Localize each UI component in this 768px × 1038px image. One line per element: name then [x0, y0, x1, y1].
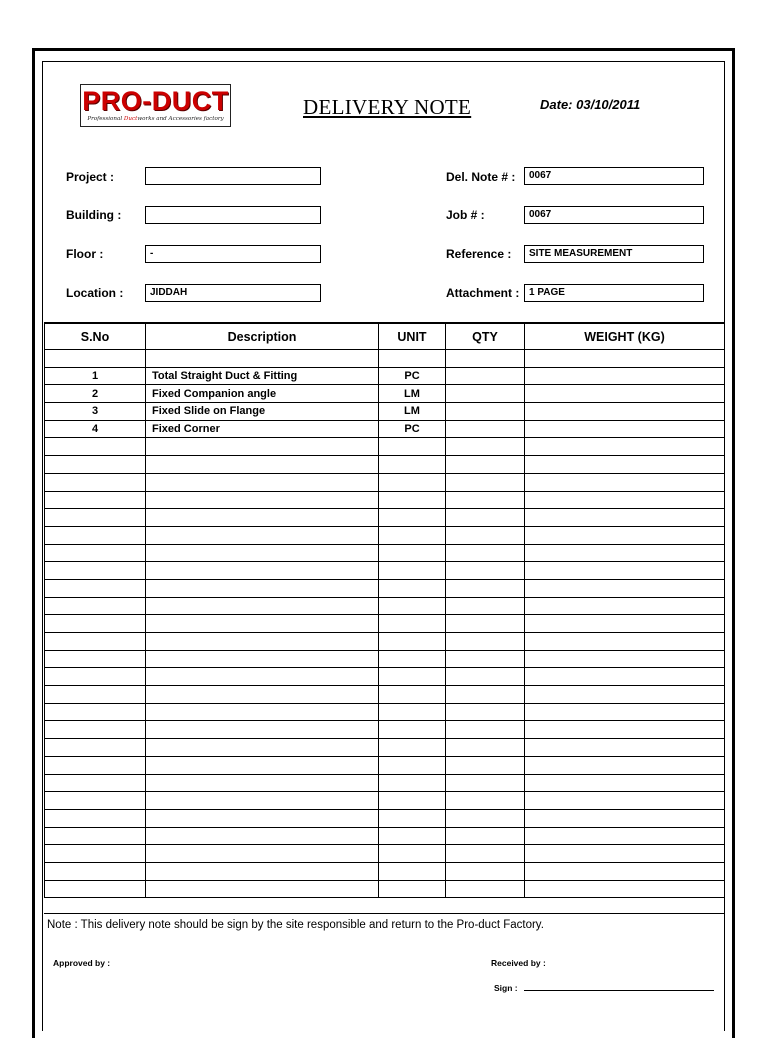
cell-sno[interactable] — [45, 703, 146, 721]
cell-description[interactable] — [146, 650, 379, 668]
cell-description[interactable] — [146, 597, 379, 615]
table-row — [45, 403, 725, 421]
cell-qty[interactable] — [446, 703, 525, 721]
cell-description[interactable] — [146, 456, 379, 474]
cell-qty[interactable] — [446, 686, 525, 704]
table-row — [45, 473, 725, 491]
cell-sno[interactable] — [45, 668, 146, 686]
cell-qty[interactable] — [446, 473, 525, 491]
cell-qty[interactable] — [446, 792, 525, 810]
cell-description[interactable] — [146, 526, 379, 544]
signature-line[interactable] — [524, 990, 714, 991]
floor-field[interactable]: - — [145, 245, 321, 263]
cell-weight[interactable] — [525, 862, 725, 880]
cell-sno[interactable] — [45, 633, 146, 651]
floor-label: Floor : — [66, 247, 104, 261]
cell-description[interactable] — [146, 880, 379, 898]
cell-unit[interactable] — [379, 703, 446, 721]
project-label: Project : — [66, 170, 115, 184]
project-field[interactable] — [145, 167, 321, 185]
cell-qty[interactable] — [446, 721, 525, 739]
cell-description[interactable] — [146, 473, 379, 491]
cell-weight[interactable] — [525, 579, 725, 597]
cell-sno[interactable] — [45, 756, 146, 774]
cell-unit[interactable] — [379, 438, 446, 456]
location-label: Location : — [66, 286, 124, 300]
cell-weight[interactable] — [525, 385, 725, 403]
cell-qty[interactable] — [446, 827, 525, 845]
header-unit: UNIT — [379, 323, 446, 350]
del-note-label: Del. Note # : — [446, 170, 516, 184]
cell-unit[interactable] — [379, 633, 446, 651]
cell-unit[interactable] — [379, 650, 446, 668]
cell-weight[interactable] — [525, 420, 725, 438]
cell-description[interactable] — [146, 721, 379, 739]
cell-sno[interactable] — [45, 845, 146, 863]
cell-unit[interactable] — [379, 792, 446, 810]
cell-unit[interactable] — [379, 756, 446, 774]
cell-unit[interactable] — [379, 774, 446, 792]
cell-sno[interactable] — [45, 862, 146, 880]
cell-weight[interactable] — [525, 703, 725, 721]
cell-description[interactable] — [146, 579, 379, 597]
cell-unit[interactable] — [379, 491, 446, 509]
cell-weight[interactable] — [525, 845, 725, 863]
cell-weight[interactable] — [525, 438, 725, 456]
cell-description[interactable] — [146, 809, 379, 827]
cell-weight[interactable] — [525, 792, 725, 810]
company-logo — [80, 84, 231, 127]
cell-sno[interactable] — [45, 880, 146, 898]
cell-weight[interactable] — [525, 509, 725, 527]
cell-sno[interactable] — [45, 562, 146, 580]
cell-weight[interactable] — [525, 615, 725, 633]
cell-weight[interactable] — [525, 880, 725, 898]
cell-sno[interactable] — [45, 827, 146, 845]
cell-unit[interactable] — [379, 739, 446, 757]
cell-description[interactable] — [146, 509, 379, 527]
cell-sno[interactable] — [45, 473, 146, 491]
cell-description[interactable] — [146, 703, 379, 721]
table-row — [45, 809, 725, 827]
cell-unit[interactable] — [379, 544, 446, 562]
del-note-field[interactable]: 0067 — [524, 167, 704, 185]
cell-unit[interactable] — [379, 880, 446, 898]
cell-weight[interactable] — [525, 721, 725, 739]
cell-sno[interactable] — [45, 491, 146, 509]
cell-unit[interactable] — [379, 686, 446, 704]
cell-unit[interactable] — [379, 615, 446, 633]
cell-qty[interactable] — [446, 367, 525, 385]
cell-unit[interactable] — [379, 668, 446, 686]
cell-sno[interactable] — [45, 615, 146, 633]
job-field[interactable]: 0067 — [524, 206, 704, 224]
cell-unit[interactable]: LM — [379, 403, 446, 421]
table-row — [45, 862, 725, 880]
cell-unit[interactable]: LM — [379, 385, 446, 403]
cell-sno[interactable] — [45, 650, 146, 668]
cell-qty[interactable] — [446, 650, 525, 668]
cell-qty[interactable] — [446, 403, 525, 421]
cell-qty[interactable] — [446, 862, 525, 880]
cell-unit[interactable] — [379, 597, 446, 615]
cell-description[interactable] — [146, 739, 379, 757]
cell-weight[interactable] — [525, 774, 725, 792]
cell-weight[interactable] — [525, 526, 725, 544]
cell-qty[interactable] — [446, 668, 525, 686]
cell-qty[interactable] — [446, 739, 525, 757]
table-row — [45, 792, 725, 810]
cell-qty[interactable] — [446, 845, 525, 863]
table-row — [45, 880, 725, 898]
table-row — [45, 633, 725, 651]
table-row — [45, 456, 725, 474]
header-description: Description — [146, 323, 379, 350]
cell-sno[interactable] — [45, 509, 146, 527]
cell-weight[interactable] — [525, 686, 725, 704]
logo-name: PRO-DUCT — [82, 86, 229, 116]
cell-qty[interactable] — [446, 774, 525, 792]
cell-description[interactable]: Fixed Companion angle — [146, 385, 379, 403]
cell-qty[interactable] — [446, 385, 525, 403]
cell-description[interactable] — [146, 438, 379, 456]
cell-unit[interactable] — [379, 827, 446, 845]
logo-tagline: Professional Ductworks and Accessories factory — [87, 116, 224, 122]
cell-weight[interactable] — [525, 562, 725, 580]
cell-unit[interactable] — [379, 473, 446, 491]
table-row — [45, 579, 725, 597]
cell-unit[interactable] — [379, 809, 446, 827]
cell-description[interactable]: Fixed Slide on Flange — [146, 403, 379, 421]
header-qty: QTY — [446, 323, 525, 350]
table-row — [45, 703, 725, 721]
cell-qty[interactable] — [446, 438, 525, 456]
cell-unit[interactable] — [379, 721, 446, 739]
cell-qty[interactable] — [446, 880, 525, 898]
cell-unit[interactable] — [379, 456, 446, 474]
cell-weight[interactable] — [525, 650, 725, 668]
cell-qty[interactable] — [446, 579, 525, 597]
cell-unit[interactable] — [379, 579, 446, 597]
cell-unit[interactable] — [379, 509, 446, 527]
cell-weight[interactable] — [525, 827, 725, 845]
items-table — [44, 322, 725, 898]
table-row — [45, 509, 725, 527]
job-label: Job # : — [446, 208, 485, 222]
table-row — [45, 526, 725, 544]
cell-sno[interactable] — [45, 792, 146, 810]
approved-by-label: Approved by : — [53, 958, 111, 968]
cell-qty[interactable] — [446, 597, 525, 615]
cell-sno[interactable]: 2 — [45, 385, 146, 403]
cell-qty[interactable] — [446, 615, 525, 633]
cell-description[interactable] — [146, 686, 379, 704]
cell-unit[interactable] — [379, 862, 446, 880]
reference-label: Reference : — [446, 247, 512, 261]
cell-sno[interactable] — [45, 721, 146, 739]
cell-weight[interactable] — [525, 633, 725, 651]
table-row — [45, 615, 725, 633]
cell-description[interactable] — [146, 774, 379, 792]
document-title: DELIVERY NOTE — [303, 95, 472, 119]
table-row — [45, 562, 725, 580]
table-row — [45, 686, 725, 704]
cell-qty[interactable] — [446, 756, 525, 774]
cell-sno[interactable] — [45, 526, 146, 544]
table-row — [45, 597, 725, 615]
table-row — [45, 438, 725, 456]
table-row — [45, 668, 725, 686]
table-row — [45, 491, 725, 509]
cell-description[interactable] — [146, 827, 379, 845]
cell-weight[interactable] — [525, 473, 725, 491]
cell-sno[interactable] — [45, 597, 146, 615]
cell-sno[interactable] — [45, 686, 146, 704]
cell-unit[interactable] — [379, 526, 446, 544]
cell-weight[interactable] — [525, 350, 725, 368]
cell-unit[interactable] — [379, 562, 446, 580]
cell-description[interactable] — [146, 615, 379, 633]
cell-sno[interactable] — [45, 579, 146, 597]
table-row — [45, 350, 725, 368]
cell-qty[interactable] — [446, 809, 525, 827]
cell-sno[interactable] — [45, 739, 146, 757]
document-date: Date: 03/10/2011 — [540, 97, 641, 112]
cell-qty[interactable] — [446, 509, 525, 527]
table-row — [45, 420, 725, 438]
cell-qty[interactable] — [446, 350, 525, 368]
cell-unit[interactable] — [379, 350, 446, 368]
cell-weight[interactable] — [525, 367, 725, 385]
cell-description[interactable] — [146, 756, 379, 774]
sign-label: Sign : — [494, 983, 518, 993]
cell-weight[interactable] — [525, 597, 725, 615]
table-row — [45, 544, 725, 562]
table-row — [45, 739, 725, 757]
cell-unit[interactable] — [379, 845, 446, 863]
cell-qty[interactable] — [446, 420, 525, 438]
attachment-field[interactable]: 1 PAGE — [524, 284, 704, 302]
cell-sno[interactable]: 1 — [45, 367, 146, 385]
building-field[interactable] — [145, 206, 321, 224]
cell-weight[interactable] — [525, 456, 725, 474]
cell-qty[interactable] — [446, 456, 525, 474]
cell-sno[interactable] — [45, 350, 146, 368]
table-row — [45, 756, 725, 774]
cell-weight[interactable] — [525, 491, 725, 509]
cell-description[interactable]: Total Straight Duct & Fitting — [146, 367, 379, 385]
cell-weight[interactable] — [525, 544, 725, 562]
cell-sno[interactable]: 4 — [45, 420, 146, 438]
cell-sno[interactable] — [45, 774, 146, 792]
cell-description[interactable]: Fixed Corner — [146, 420, 379, 438]
cell-unit[interactable]: PC — [379, 420, 446, 438]
cell-qty[interactable] — [446, 633, 525, 651]
cell-weight[interactable] — [525, 403, 725, 421]
cell-sno[interactable] — [45, 456, 146, 474]
cell-unit[interactable]: PC — [379, 367, 446, 385]
cell-weight[interactable] — [525, 809, 725, 827]
cell-sno[interactable] — [45, 438, 146, 456]
cell-description[interactable] — [146, 845, 379, 863]
cell-description[interactable] — [146, 491, 379, 509]
cell-description[interactable] — [146, 544, 379, 562]
cell-weight[interactable] — [525, 668, 725, 686]
cell-sno[interactable] — [45, 809, 146, 827]
reference-field[interactable]: SITE MEASUREMENT — [524, 245, 704, 263]
cell-qty[interactable] — [446, 491, 525, 509]
cell-sno[interactable]: 3 — [45, 403, 146, 421]
header-sno: S.No — [45, 323, 146, 350]
table-row — [45, 650, 725, 668]
table-row — [45, 827, 725, 845]
cell-weight[interactable] — [525, 739, 725, 757]
table-row — [45, 385, 725, 403]
cell-description[interactable] — [146, 350, 379, 368]
cell-description[interactable] — [146, 633, 379, 651]
cell-description[interactable] — [146, 862, 379, 880]
cell-weight[interactable] — [525, 756, 725, 774]
table-row — [45, 774, 725, 792]
cell-description[interactable] — [146, 562, 379, 580]
table-row — [45, 367, 725, 385]
building-label: Building : — [66, 208, 122, 222]
delivery-note-text: Note : This delivery note should be sign by the site responsible and return to the Pro-duct Factory. — [47, 919, 544, 931]
location-field[interactable]: JIDDAH — [145, 284, 321, 302]
table-row — [45, 845, 725, 863]
cell-qty[interactable] — [446, 526, 525, 544]
header-weight: WEIGHT (KG) — [525, 323, 725, 350]
attachment-label: Attachment : — [446, 286, 520, 300]
cell-qty[interactable] — [446, 562, 525, 580]
cell-description[interactable] — [146, 792, 379, 810]
cell-sno[interactable] — [45, 544, 146, 562]
table-header-row — [45, 323, 725, 350]
cell-qty[interactable] — [446, 544, 525, 562]
received-by-label: Received by : — [491, 958, 546, 968]
cell-description[interactable] — [146, 668, 379, 686]
table-row — [45, 721, 725, 739]
note-divider — [44, 913, 724, 914]
